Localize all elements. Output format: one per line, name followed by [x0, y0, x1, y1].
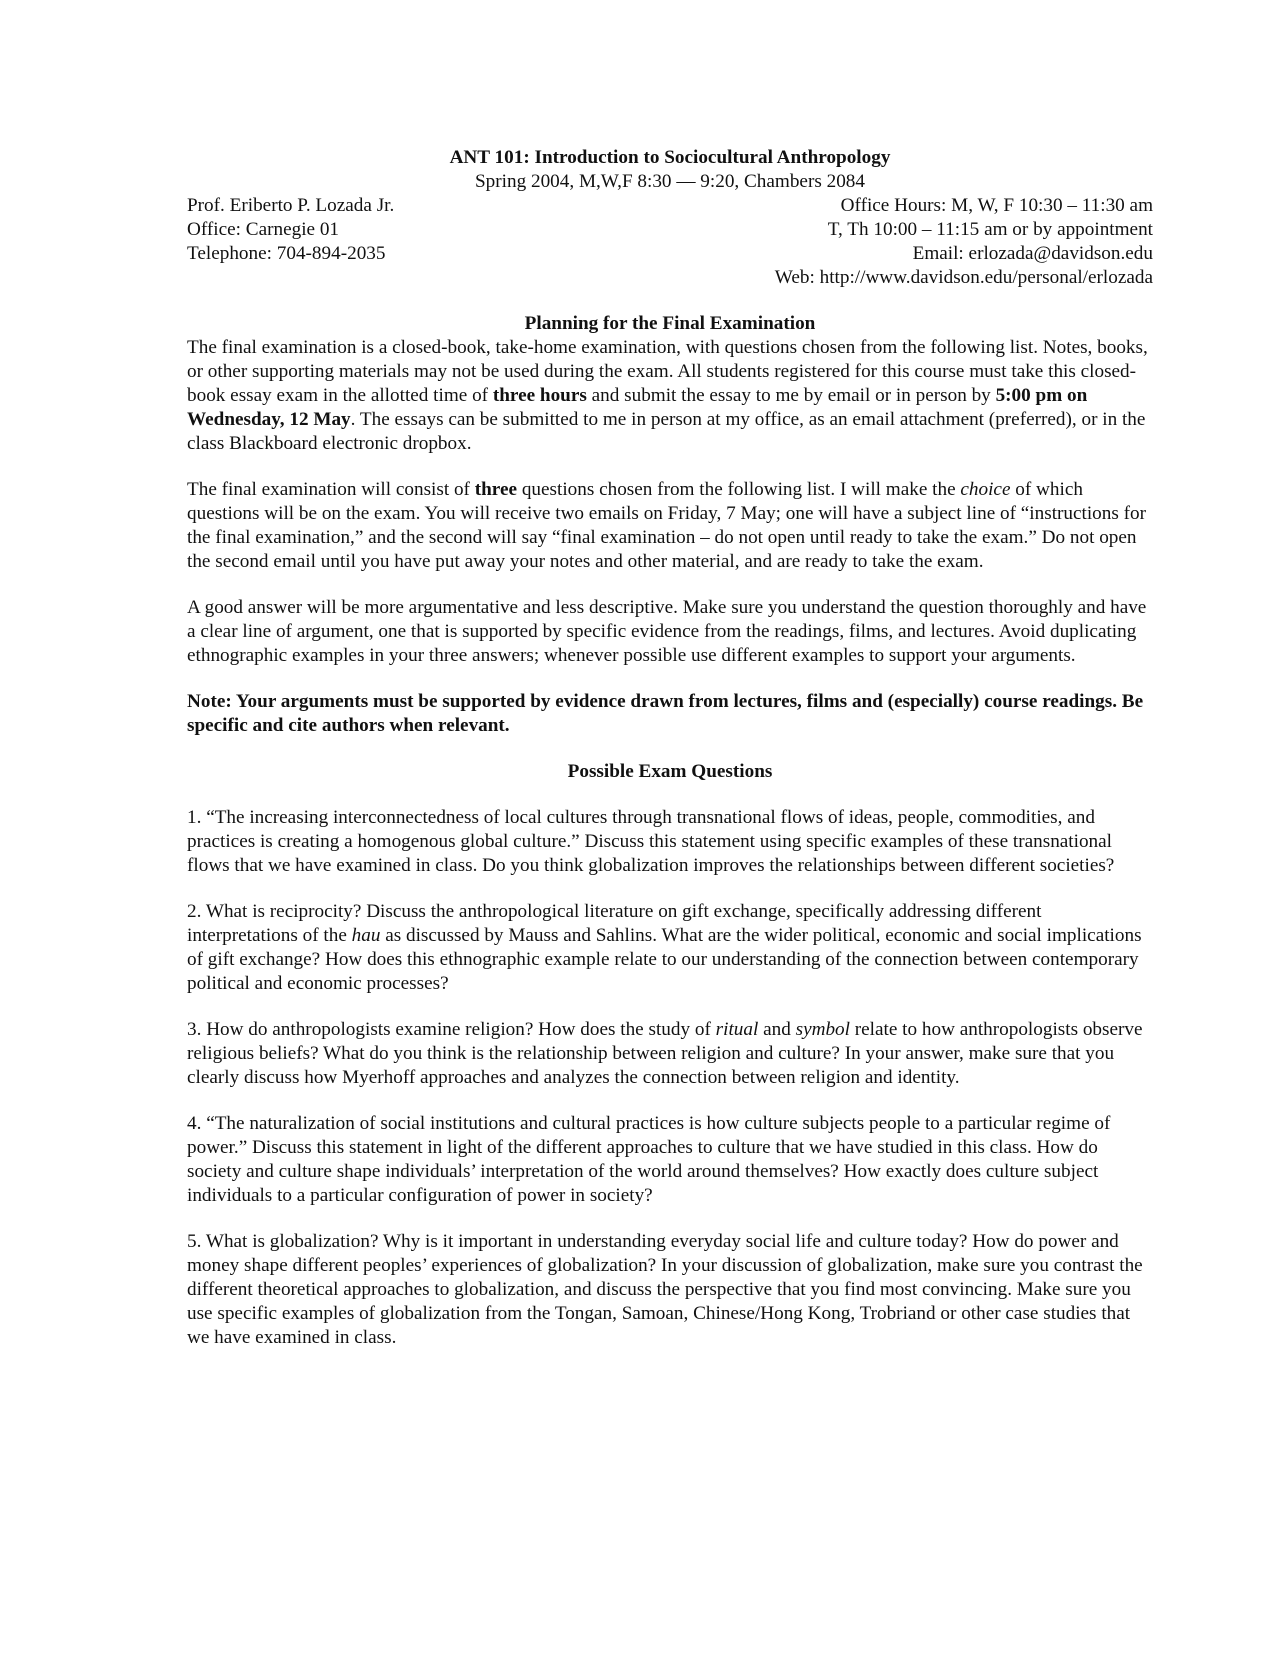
- course-title: ANT 101: Introduction to Sociocultural Anthropology: [449, 147, 891, 168]
- term-line: Spring 2004, M,W,F 8:30 — 9:20, Chambers 2084: [475, 171, 865, 192]
- planning-heading: Planning for the Final Examination: [524, 313, 816, 334]
- office-hours-line-2: T, Th 10:00 – 11:15 am or by appointment: [827, 219, 1153, 240]
- question-3: 3. How do anthropologists examine religion? How does the study of ritual and symbol relate to how anthropologists observe religious beliefs? What do you think is the relationship between religion and culture? In your answer, make sure that you clearly discuss how Myerhoff approaches and analyzes the connection between religion and identity.: [187, 1019, 1143, 1088]
- web-address: Web: http://www.davidson.edu/personal/erlozada: [774, 267, 1153, 288]
- office-hours-line-1: Office Hours: M, W, F 10:30 – 11:30 am: [840, 195, 1153, 216]
- note-paragraph: Note: Your arguments must be supported by evidence drawn from lectures, films and (especially) course readings. Be specific and cite authors when relevant.: [187, 691, 1144, 736]
- question-2: 2. What is reciprocity? Discuss the anthropological literature on gift exchange, specifically addressing different interpretations of the hau as discussed by Mauss and Sahlins. What are the wider political, economic and social implications of gift exchange? How does this ethnographic example relate to our understanding of the connection between contemporary political and economic processes?: [187, 901, 1142, 994]
- office-location: Office: Carnegie 01: [187, 219, 340, 240]
- telephone: Telephone: 704-894-2035: [187, 243, 386, 264]
- question-1: 1. “The increasing interconnectedness of local cultures through transnational flows of ideas, people, commodities, and practices is creating a homogenous global culture.” Discuss this statement using specific examples of these transnational flows that we have examined in class. Do you think globalization improves the relationships between different societies?: [187, 807, 1115, 876]
- planning-paragraph-2: The final examination will consist of three questions chosen from the following list. I will make the choice of which questions will be on the exam. You will receive two emails on Friday, 7 May; one will have a subject line of “instructions for the final examination,” and the second will say “final examination – do not open until ready to take the exam.” Do not open the second email until you have put away your notes and other material, and are ready to take the exam.: [187, 479, 1147, 572]
- question-4: 4. “The naturalization of social institutions and cultural practices is how culture subjects people to a particular regime of power.” Discuss this statement in light of the different approaches to culture that we have studied in this class. How do society and culture shape individuals’ interpretation of the world around themselves? How exactly does culture subject individuals to a particular configuration of power in society?: [187, 1113, 1111, 1206]
- contact-block: [187, 194, 1153, 290]
- questions-heading: Possible Exam Questions: [567, 761, 773, 782]
- question-5: 5. What is globalization? Why is it important in understanding everyday social life and culture today? How do power and money shape different peoples’ experiences of globalization? In your discussion of globalization, make sure you contrast the different theoretical approaches to globalization, and discuss the perspective that you find most convincing. Make sure you use specific examples of globalization from the Tongan, Samoan, Chinese/Hong Kong, Trobriand or other case studies that we have examined in class.: [187, 1231, 1143, 1348]
- professor-name: Prof. Eriberto P. Lozada Jr.: [187, 195, 395, 216]
- planning-paragraph-3: A good answer will be more argumentative and less descriptive. Make sure you understand the question thoroughly and have a clear line of argument, one that is supported by specific evidence from the readings, films, and lectures. Avoid duplicating ethnographic examples in your three answers; whenever possible use different examples to support your arguments.: [187, 597, 1147, 666]
- planning-paragraph-1: The final examination is a closed-book, take-home examination, with questions chosen from the following list. Notes, books, or other supporting materials may not be used during the exam. All students registered for this course must take this closed-book essay exam in the allotted time of three hours and submit the essay to me by email or in person by 5:00 pm on Wednesday, 12 May. The essays can be submitted to me in person at my office, as an email attachment (preferred), or in the class Blackboard electronic dropbox.: [187, 337, 1148, 454]
- document-page: [187, 146, 1153, 1350]
- email-address: Email: erlozada@davidson.edu: [912, 243, 1153, 264]
